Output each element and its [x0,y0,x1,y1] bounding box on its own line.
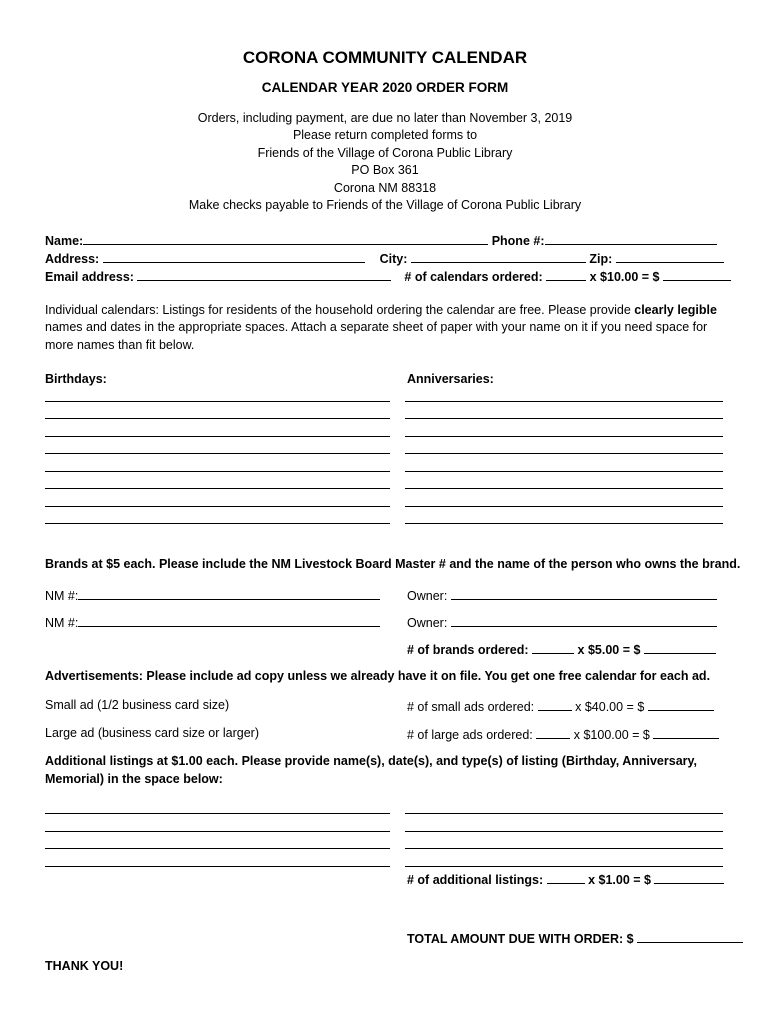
anniversary-line-4[interactable] [405,453,723,454]
large-ads-price: x $100.00 = $ [573,728,650,742]
additional-heading-line1: Additional listings at $1.00 each. Please provide name(s), date(s), and type(s) of listing (Birthday, Anniversary, [45,754,698,768]
brand-row-1 [45,587,380,603]
birthday-line-1[interactable] [45,401,390,402]
anniversary-line-1[interactable] [405,401,723,402]
total-field[interactable] [637,930,743,943]
anniversary-line-6[interactable] [405,488,723,489]
nm-field-2[interactable] [78,614,380,627]
email-label: Email address: [45,270,134,284]
individual-text-after: names and dates in the appropriate spaces. Attach a separate sheet of paper with your name on it if you need space for more names than fit below. [45,320,708,352]
owner-label: Owner: [407,616,448,630]
owner-field-2[interactable] [451,614,717,627]
additional-line-right-1[interactable] [405,813,723,814]
additional-heading-line2: Memorial) in the space below: [45,772,223,786]
intro-line-city: Corona NM 88318 [333,180,437,195]
birthday-line-6[interactable] [45,488,390,489]
large-ad-label: Large ad (business card size or larger) [45,726,259,740]
birthday-line-3[interactable] [45,436,390,437]
name-row [45,232,717,248]
nm-label: NM #: [45,589,79,603]
phone-label: Phone #: [491,234,545,248]
brands-heading: Brands at $5 each. Please include the NM Livestock Board Master # and the name of the person who owns the brand. [45,557,741,571]
name-label: Name: [45,234,84,248]
intro-block [0,110,770,214]
small-ads-price: x $40.00 = $ [575,700,645,714]
additional-ordered-field[interactable] [547,871,585,884]
birthday-line-7[interactable] [45,506,390,507]
address-field[interactable] [103,250,365,263]
large-ads-row [407,726,719,742]
calendars-ordered-field[interactable] [546,268,586,281]
additional-line-left-2[interactable] [45,831,390,832]
brands-ordered-field[interactable] [532,641,574,654]
birthday-line-5[interactable] [45,471,390,472]
form-subtitle: CALENDAR YEAR 2020 ORDER FORM [261,80,509,95]
intro-line-return: Please return completed forms to [292,128,478,143]
intro-line-due: Orders, including payment, are due no later than November 3, 2019 [197,111,573,125]
small-ads-row [407,698,714,714]
additional-line-right-4[interactable] [405,866,723,867]
zip-label: Zip: [589,252,613,266]
calendars-total-field[interactable] [663,268,731,281]
additional-line-right-3[interactable] [405,848,723,849]
city-label: City: [379,252,408,266]
large-ads-total-field[interactable] [653,726,719,739]
anniversary-line-8[interactable] [405,523,723,524]
brands-ordered-row [407,641,716,657]
thank-you: THANK YOU! [45,959,124,973]
anniversaries-label: Anniversaries: [407,372,494,386]
additional-total-field[interactable] [654,871,724,884]
individual-text-before: Individual calendars: Listings for residents of the household ordering the calendar are free. Please provide [45,303,635,317]
zip-field[interactable] [616,250,724,263]
owner-row-1 [407,587,717,603]
owner-row-2 [407,614,717,630]
total-row [407,930,743,946]
brand-row-2 [45,614,380,630]
small-ads-total-field[interactable] [648,698,714,711]
phone-field[interactable] [545,232,717,245]
email-row [45,268,731,284]
brands-ordered-label: # of brands ordered: [407,643,529,657]
birthday-line-8[interactable] [45,523,390,524]
calendars-ordered-label: # of calendars ordered: [404,270,543,284]
address-label: Address: [45,252,100,266]
city-field[interactable] [411,250,586,263]
anniversary-line-2[interactable] [405,418,723,419]
form-title: CORONA COMMUNITY CALENDAR [242,48,528,67]
additional-line-left-4[interactable] [45,866,390,867]
individual-calendars-text [45,302,735,354]
small-ads-ordered-label: # of small ads ordered: [407,700,535,714]
intro-line-library: Friends of the Village of Corona Public Library [257,145,513,160]
owner-label: Owner: [407,589,448,603]
additional-ordered-label: # of additional listings: [407,873,544,887]
additional-line-left-1[interactable] [45,813,390,814]
large-ads-ordered-field[interactable] [536,726,570,739]
additional-ordered-row [407,871,724,887]
additional-line-left-3[interactable] [45,848,390,849]
calendars-price: x $10.00 = $ [589,270,660,284]
individual-emphasis: clearly legible [634,303,717,317]
total-label: TOTAL AMOUNT DUE WITH ORDER: $ [407,932,634,946]
birthdays-label: Birthdays: [45,372,107,386]
nm-label: NM #: [45,616,79,630]
small-ads-ordered-field[interactable] [538,698,572,711]
brands-total-field[interactable] [644,641,716,654]
anniversary-line-3[interactable] [405,436,723,437]
name-field[interactable] [83,232,488,245]
anniversary-line-5[interactable] [405,471,723,472]
intro-line-pobox: PO Box 361 [351,163,419,178]
intro-line-checks: Make checks payable to Friends of the Village of Corona Public Library [188,198,582,213]
large-ads-ordered-label: # of large ads ordered: [407,728,533,742]
additional-price: x $1.00 = $ [588,873,651,887]
email-field[interactable] [137,268,391,281]
small-ad-label: Small ad (1/2 business card size) [45,698,230,712]
birthday-line-2[interactable] [45,418,390,419]
brands-price: x $5.00 = $ [577,643,641,657]
nm-field-1[interactable] [78,587,380,600]
additional-line-right-2[interactable] [405,831,723,832]
owner-field-1[interactable] [451,587,717,600]
anniversary-line-7[interactable] [405,506,723,507]
address-row [45,250,724,266]
birthday-line-4[interactable] [45,453,390,454]
ads-heading: Advertisements: Please include ad copy unless we already have it on file. You get one free calendar for each ad. [45,669,711,683]
